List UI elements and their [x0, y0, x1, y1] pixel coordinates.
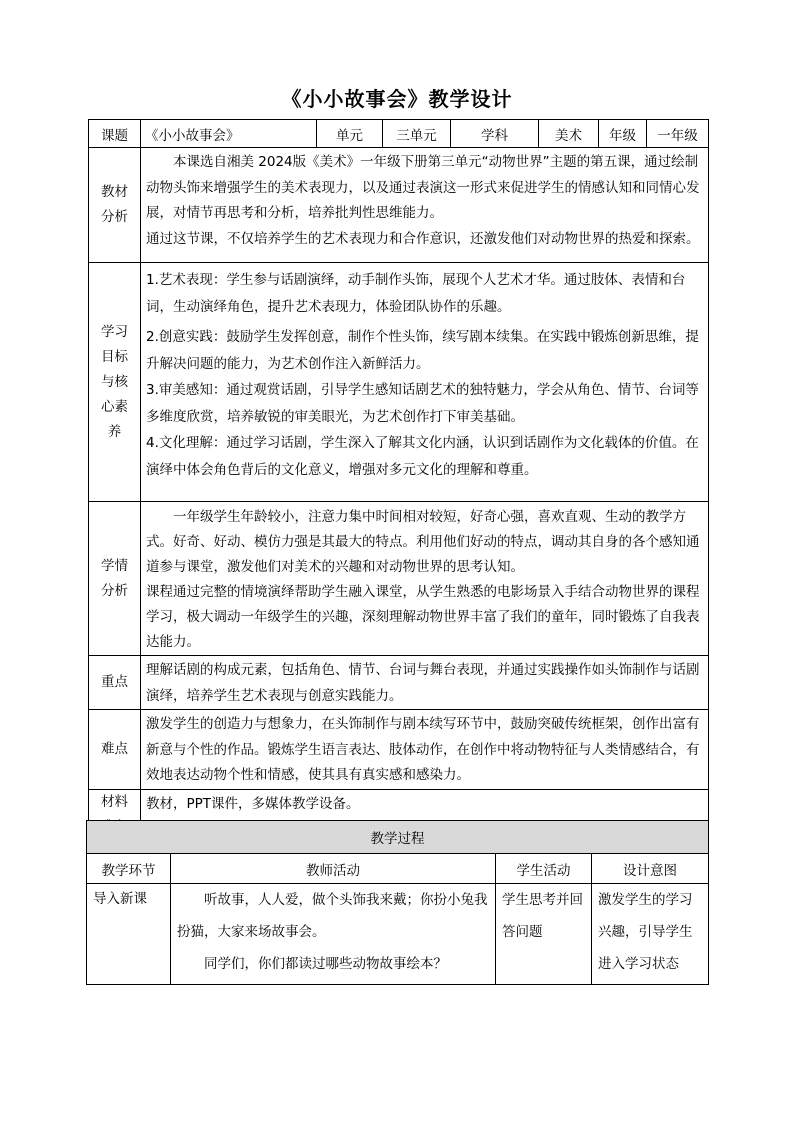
- paragraph: 1.艺术表现：学生参与话剧演绎，动手制作头饰，展现个人艺术才华。通过肢体、表情和台词，生动演绎角色，提升艺术表现力，体验团队协作的乐趣。: [146, 272, 686, 315]
- section-label-text: 教材 分析: [101, 184, 128, 225]
- unit-value: 三单元: [383, 120, 451, 148]
- paragraph: 4.文化理解：通过学习话剧，学生深入了解其文化内涵，认识到话剧作为文化载体的价值。在演绎中体会角色背后的文化意义，增强对多元文化的理解和尊重。: [146, 435, 699, 478]
- paragraph: 通过这节课，不仅培养学生的艺术表现力和合作意识，还激发他们对动物世界的热爱和探索。: [146, 230, 700, 247]
- grade-value: 一年级: [647, 120, 709, 148]
- section-content: [141, 502, 709, 656]
- section-row-objectives: [89, 263, 709, 502]
- section-content: [141, 710, 709, 790]
- lesson-info-table: [88, 119, 709, 842]
- design-intent-cell: 激发学生的学习兴趣，引导学生进入学习状态: [592, 884, 709, 985]
- teaching-process-table: [86, 820, 709, 985]
- section-row-key-points: [89, 656, 709, 710]
- paragraph: 一年级学生年龄较小，注意力集中时间相对较短，好奇心强，喜欢直观、生动的教学方式。好奇、好动、模仿力强是其最大的特点。利用他们好动的特点，调动其自身的各个感知通道参与课堂，激发他们对美术的兴趣和对动物世界的思考认知。: [146, 509, 700, 575]
- paragraph: 教材，PPT课件，多媒体教学设备。: [146, 795, 360, 812]
- section-label: [89, 502, 141, 656]
- unit-label: 单元: [317, 120, 383, 148]
- section-label-text: 重点: [101, 674, 128, 690]
- section-label: [89, 710, 141, 790]
- section-label-text: 材料: [101, 794, 128, 810]
- section-label: [89, 656, 141, 710]
- topic-label: 课题: [89, 120, 141, 148]
- column-header-student: 学生活动: [496, 854, 592, 884]
- paragraph: 激发学生的创造力与想象力，在头饰制作与剧本续写环节中，鼓励突破传统框架，创作出富有新意与个性的作品。锻炼学生语言表达、肢体动作，在创作中将动物特征与人类情感结合，有效地表达动物个性和情感，使其具有真实感和感染力。: [146, 716, 700, 783]
- section-label-text: 难点: [101, 740, 128, 757]
- section-label: [89, 263, 141, 502]
- section-content: [141, 263, 709, 502]
- section-row-difficulties: [89, 710, 709, 790]
- section-label: [89, 148, 141, 263]
- stage-cell: 导入新课: [87, 884, 171, 985]
- grade-label: 年级: [599, 120, 647, 148]
- student-activity-cell: 学生思考并回答问题: [496, 884, 592, 985]
- paragraph: 课程通过完整的情境演绎帮助学生融入课堂，从学生熟悉的电影场景入手结合动物世界的课程学习，极大调动一年级学生的兴趣，深刻理解动物世界丰富了我们的童年，同时锻炼了自我表达能力。: [146, 584, 700, 650]
- process-heading-row: [87, 821, 709, 854]
- section-label-text: 学情 分析: [101, 557, 128, 599]
- process-heading: 教学过程: [87, 821, 709, 854]
- paragraph: 2.创意实践：鼓励学生发挥创意，制作个性头饰，续写剧本续集。在实践中锻炼创新思维，提升解决问题的能力，为艺术创作注入新鲜活力。: [146, 329, 699, 372]
- section-label-text: 学习 目标 与核 心素 养: [101, 323, 128, 440]
- teacher-activity-cell: [171, 884, 496, 985]
- section-content: [141, 656, 709, 710]
- subject-label: 学科: [451, 120, 539, 148]
- paragraph: 3.审美感知：通过观赏话剧，引导学生感知话剧艺术的独特魅力，学会从角色、情节、台词等多维度欣赏，培养敏锐的审美眼光，为艺术创作打下审美基础。: [146, 382, 699, 425]
- paragraph: 理解话剧的构成元素，包括角色、情节、台词与舞台表现，并通过实践操作如头饰制作与话剧演绎，培养学生艺术表现与创意实践能力。: [146, 662, 700, 704]
- section-row-learners: [89, 502, 709, 656]
- process-column-headers: [87, 854, 709, 884]
- paragraph: 本课选自湘美 2024版《美术》一年级下册第三单元“动物世界”主题的第五课，通过绘制动物头饰来增强学生的美术表现力，以及通过表演这一形式来促进学生的情感认知和同情心发展，对情节再思考和分析，培养批判性思维能力。: [146, 154, 700, 221]
- section-row-textbook: [89, 148, 709, 263]
- table-row: [87, 884, 709, 985]
- header-row: [89, 120, 709, 148]
- subject-value: 美术: [539, 120, 599, 148]
- document-title: 《小小故事会》教学设计: [281, 87, 513, 111]
- teacher-line: 同学们，你们都读过哪些动物故事绘本？: [204, 956, 447, 972]
- column-header-teacher: 教师活动: [171, 854, 496, 884]
- topic-value: 《小小故事会》: [141, 120, 317, 148]
- section-content: [141, 148, 709, 263]
- teacher-line: 听故事，人人爱，做个头饰我来戴；你扮小兔我扮猫，大家来场故事会。: [177, 892, 488, 940]
- column-header-stage: 教学环节: [87, 854, 171, 884]
- column-header-intent: 设计意图: [592, 854, 709, 884]
